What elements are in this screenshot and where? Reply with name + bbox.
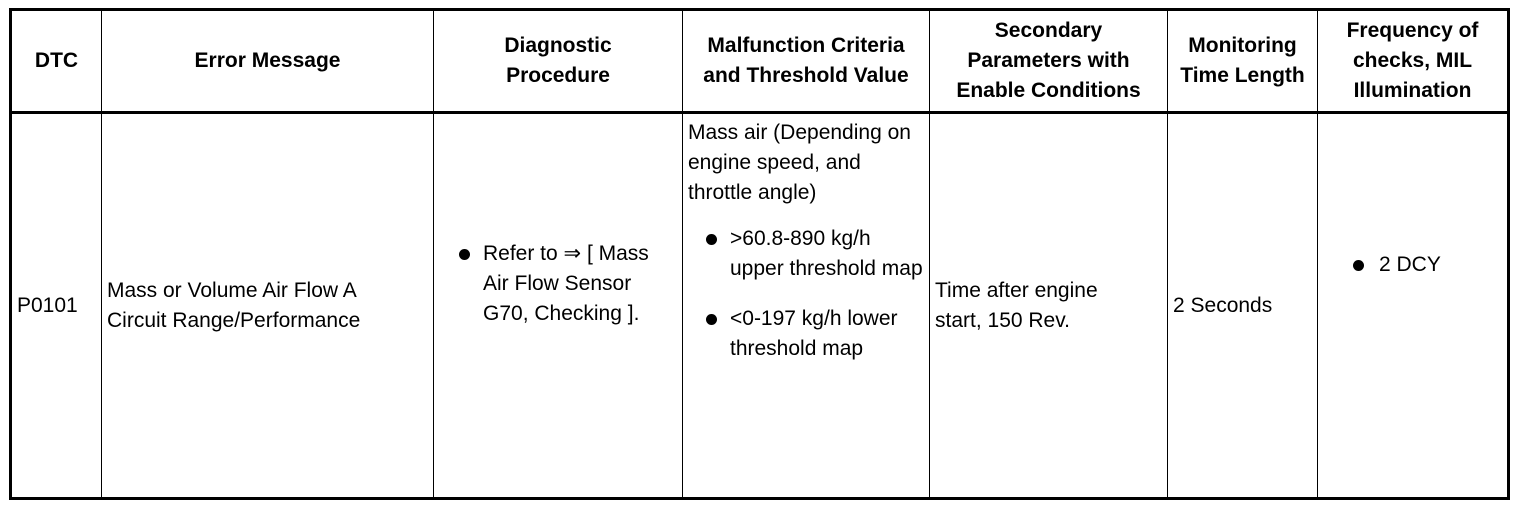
- header-dtc: DTC: [11, 10, 102, 113]
- cell-error-message: Mass or Volume Air Flow A Circuit Range/Performance: [102, 113, 434, 499]
- list-item: [449, 239, 677, 329]
- header-frequency: Frequency of checks, MIL Illumination: [1318, 10, 1509, 113]
- bullet-icon: [706, 314, 717, 325]
- header-secondary-parameters: Secondary Parameters with Enable Conditions: [930, 10, 1168, 113]
- header-error-message: Error Message: [102, 10, 434, 113]
- cell-frequency: [1318, 113, 1509, 499]
- bullet-icon: [1353, 260, 1364, 271]
- header-monitoring-time: Monitoring Time Length: [1168, 10, 1318, 113]
- cell-dtc: P0101: [11, 113, 102, 499]
- list-item: [1343, 250, 1502, 280]
- cell-malfunction-criteria: [683, 113, 930, 499]
- list-item: [696, 224, 924, 284]
- bullet-icon: [706, 234, 717, 245]
- procedure-text: Refer to ⇒ [ Mass Air Flow Sensor G70, Checking ].: [483, 241, 649, 325]
- frequency-text: 2 DCY: [1379, 252, 1441, 276]
- list-item: [696, 304, 924, 364]
- cell-monitoring-time: 2 Seconds: [1168, 113, 1318, 499]
- table-header: [11, 10, 1509, 113]
- header-malfunction-criteria: Malfunction Criteria and Threshold Value: [683, 10, 930, 113]
- frequency-list: [1323, 250, 1502, 280]
- threshold-list: [688, 224, 924, 364]
- bullet-icon: [459, 249, 470, 260]
- dtc-table: [9, 8, 1510, 500]
- header-diagnostic-procedure: Diagnostic Procedure: [434, 10, 683, 113]
- cell-diagnostic-procedure: [434, 113, 683, 499]
- procedure-list: [439, 239, 677, 329]
- header-row: [11, 10, 1509, 113]
- table-row: [11, 113, 1509, 499]
- lower-threshold-text: <0-197 kg/h lower threshold map: [730, 307, 898, 360]
- malfunction-intro: Mass air (Depending on engine speed, and throttle angle): [688, 121, 911, 204]
- cell-secondary-parameters: Time after engine start, 150 Rev.: [930, 113, 1168, 499]
- upper-threshold-text: >60.8-890 kg/h upper threshold map: [730, 227, 923, 280]
- table-body: [11, 113, 1509, 499]
